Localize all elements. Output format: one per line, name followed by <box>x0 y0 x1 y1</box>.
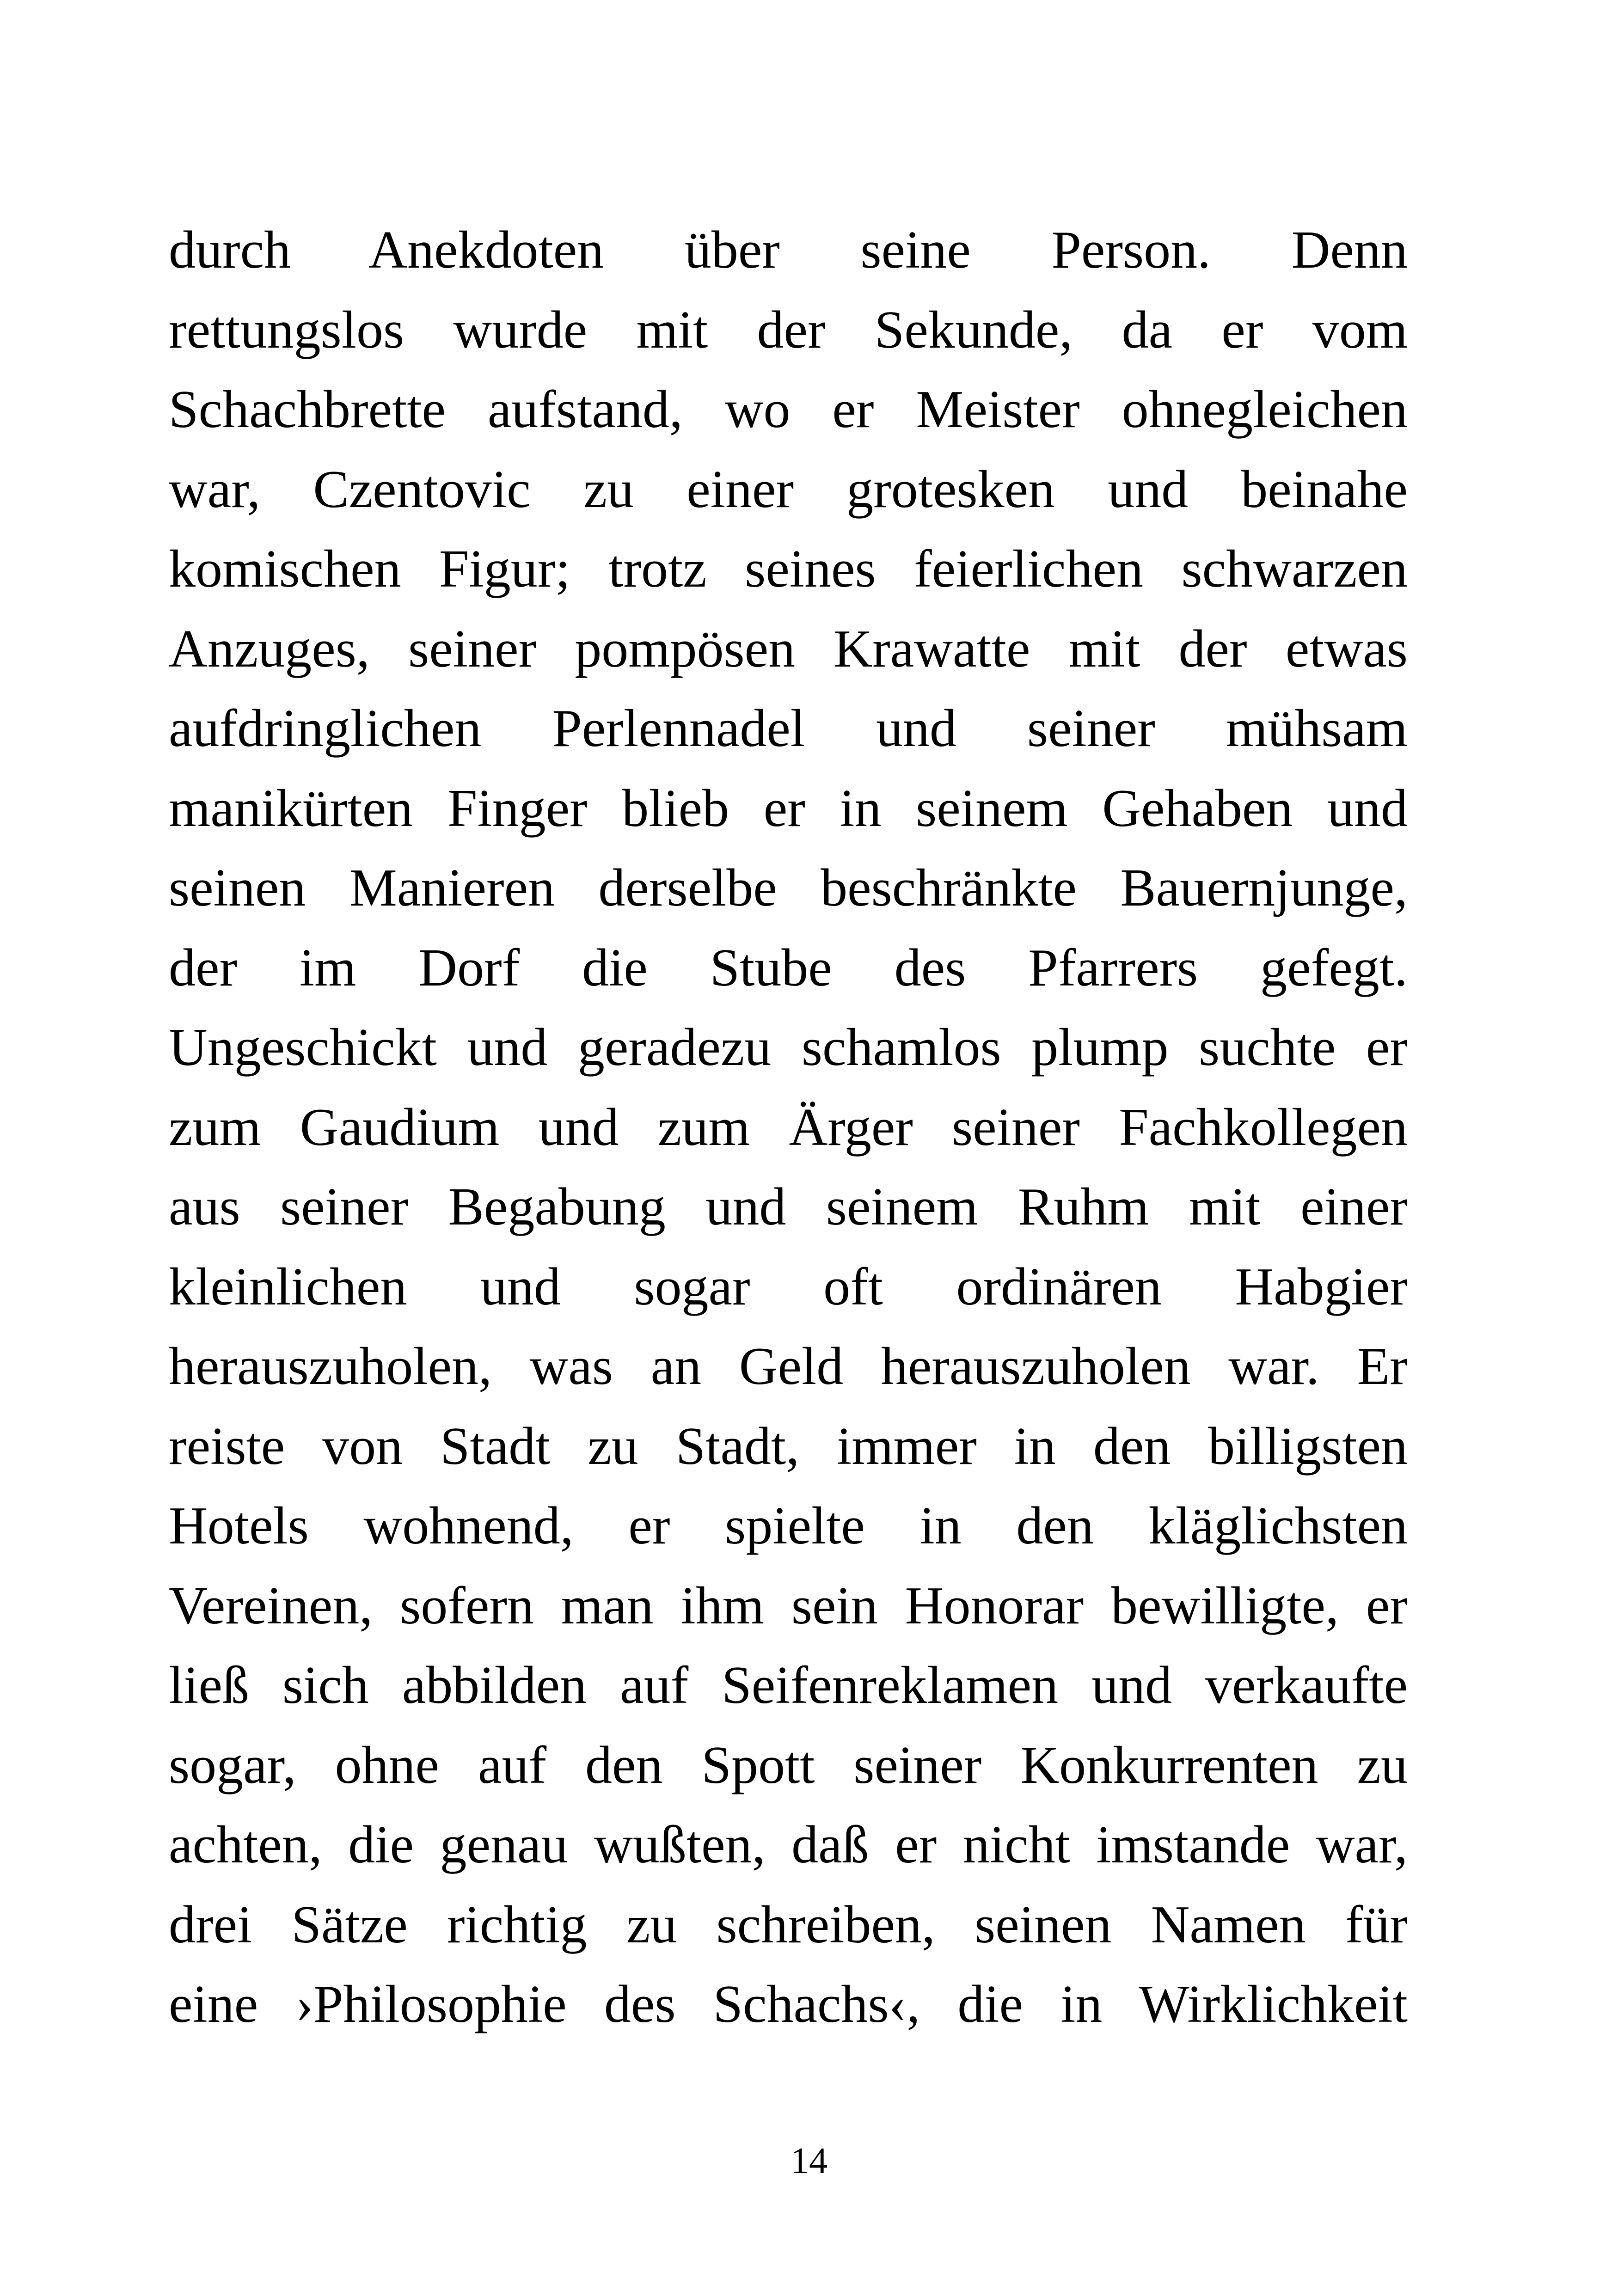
text-line: reiste von Stadt zu Stadt, immer in den billigsten <box>169 1416 1408 1476</box>
text-line: sogar, ohne auf den Spott seiner Konkurrenten zu <box>169 1735 1408 1795</box>
text-line: ließ sich abbilden auf Seifenreklamen und verkaufte <box>169 1656 1408 1715</box>
text-line: aufdringlichen Perlennadel und seiner mühsam <box>169 699 1408 758</box>
text-line: herauszuholen, was an Geld herauszuholen war. Er <box>169 1337 1408 1396</box>
body-text <box>169 210 1408 2045</box>
text-line: Ungeschickt und geradezu schamlos plump suchte er <box>169 1018 1408 1077</box>
text-line: war, Czentovic zu einer grotesken und beinahe <box>169 459 1408 519</box>
text-line: eine ›Philosophie des Schachs‹, die in Wirklichkeit <box>169 1975 1408 2034</box>
text-line: zum Gaudium und zum Ärger seiner Fachkollegen <box>169 1097 1408 1157</box>
text-line: aus seiner Begabung und seinem Ruhm mit einer <box>169 1177 1408 1237</box>
text-line: Hotels wohnend, er spielte in den kläglichsten <box>169 1496 1408 1555</box>
text-line: der im Dorf die Stube des Pfarrers gefegt. <box>169 938 1408 998</box>
text-line: Schachbrette aufstand, wo er Meister ohnegleichen <box>169 380 1408 439</box>
text-line: rettungslos wurde mit der Sekunde, da er vom <box>169 300 1408 360</box>
text-line: Anzuges, seiner pompösen Krawatte mit der etwas <box>169 619 1408 679</box>
text-line: durch Anekdoten über seine Person. Denn <box>169 220 1408 280</box>
text-line: komischen Figur; trotz seines feierlichen schwarzen <box>169 539 1408 599</box>
text-line: kleinlichen und sogar oft ordinären Habgier <box>169 1257 1408 1316</box>
text-line: seinen Manieren derselbe beschränkte Bauernjunge, <box>169 858 1408 918</box>
text-line: manikürten Finger blieb er in seinem Gehaben und <box>169 778 1408 838</box>
page-number: 14 <box>791 2141 827 2181</box>
text-line: Vereinen, sofern man ihm sein Honorar bewilligte, er <box>169 1576 1408 1635</box>
text-line: drei Sätze richtig zu schreiben, seinen Namen für <box>169 1895 1408 1954</box>
text-line: achten, die genau wußten, daß er nicht imstande war, <box>169 1815 1408 1874</box>
